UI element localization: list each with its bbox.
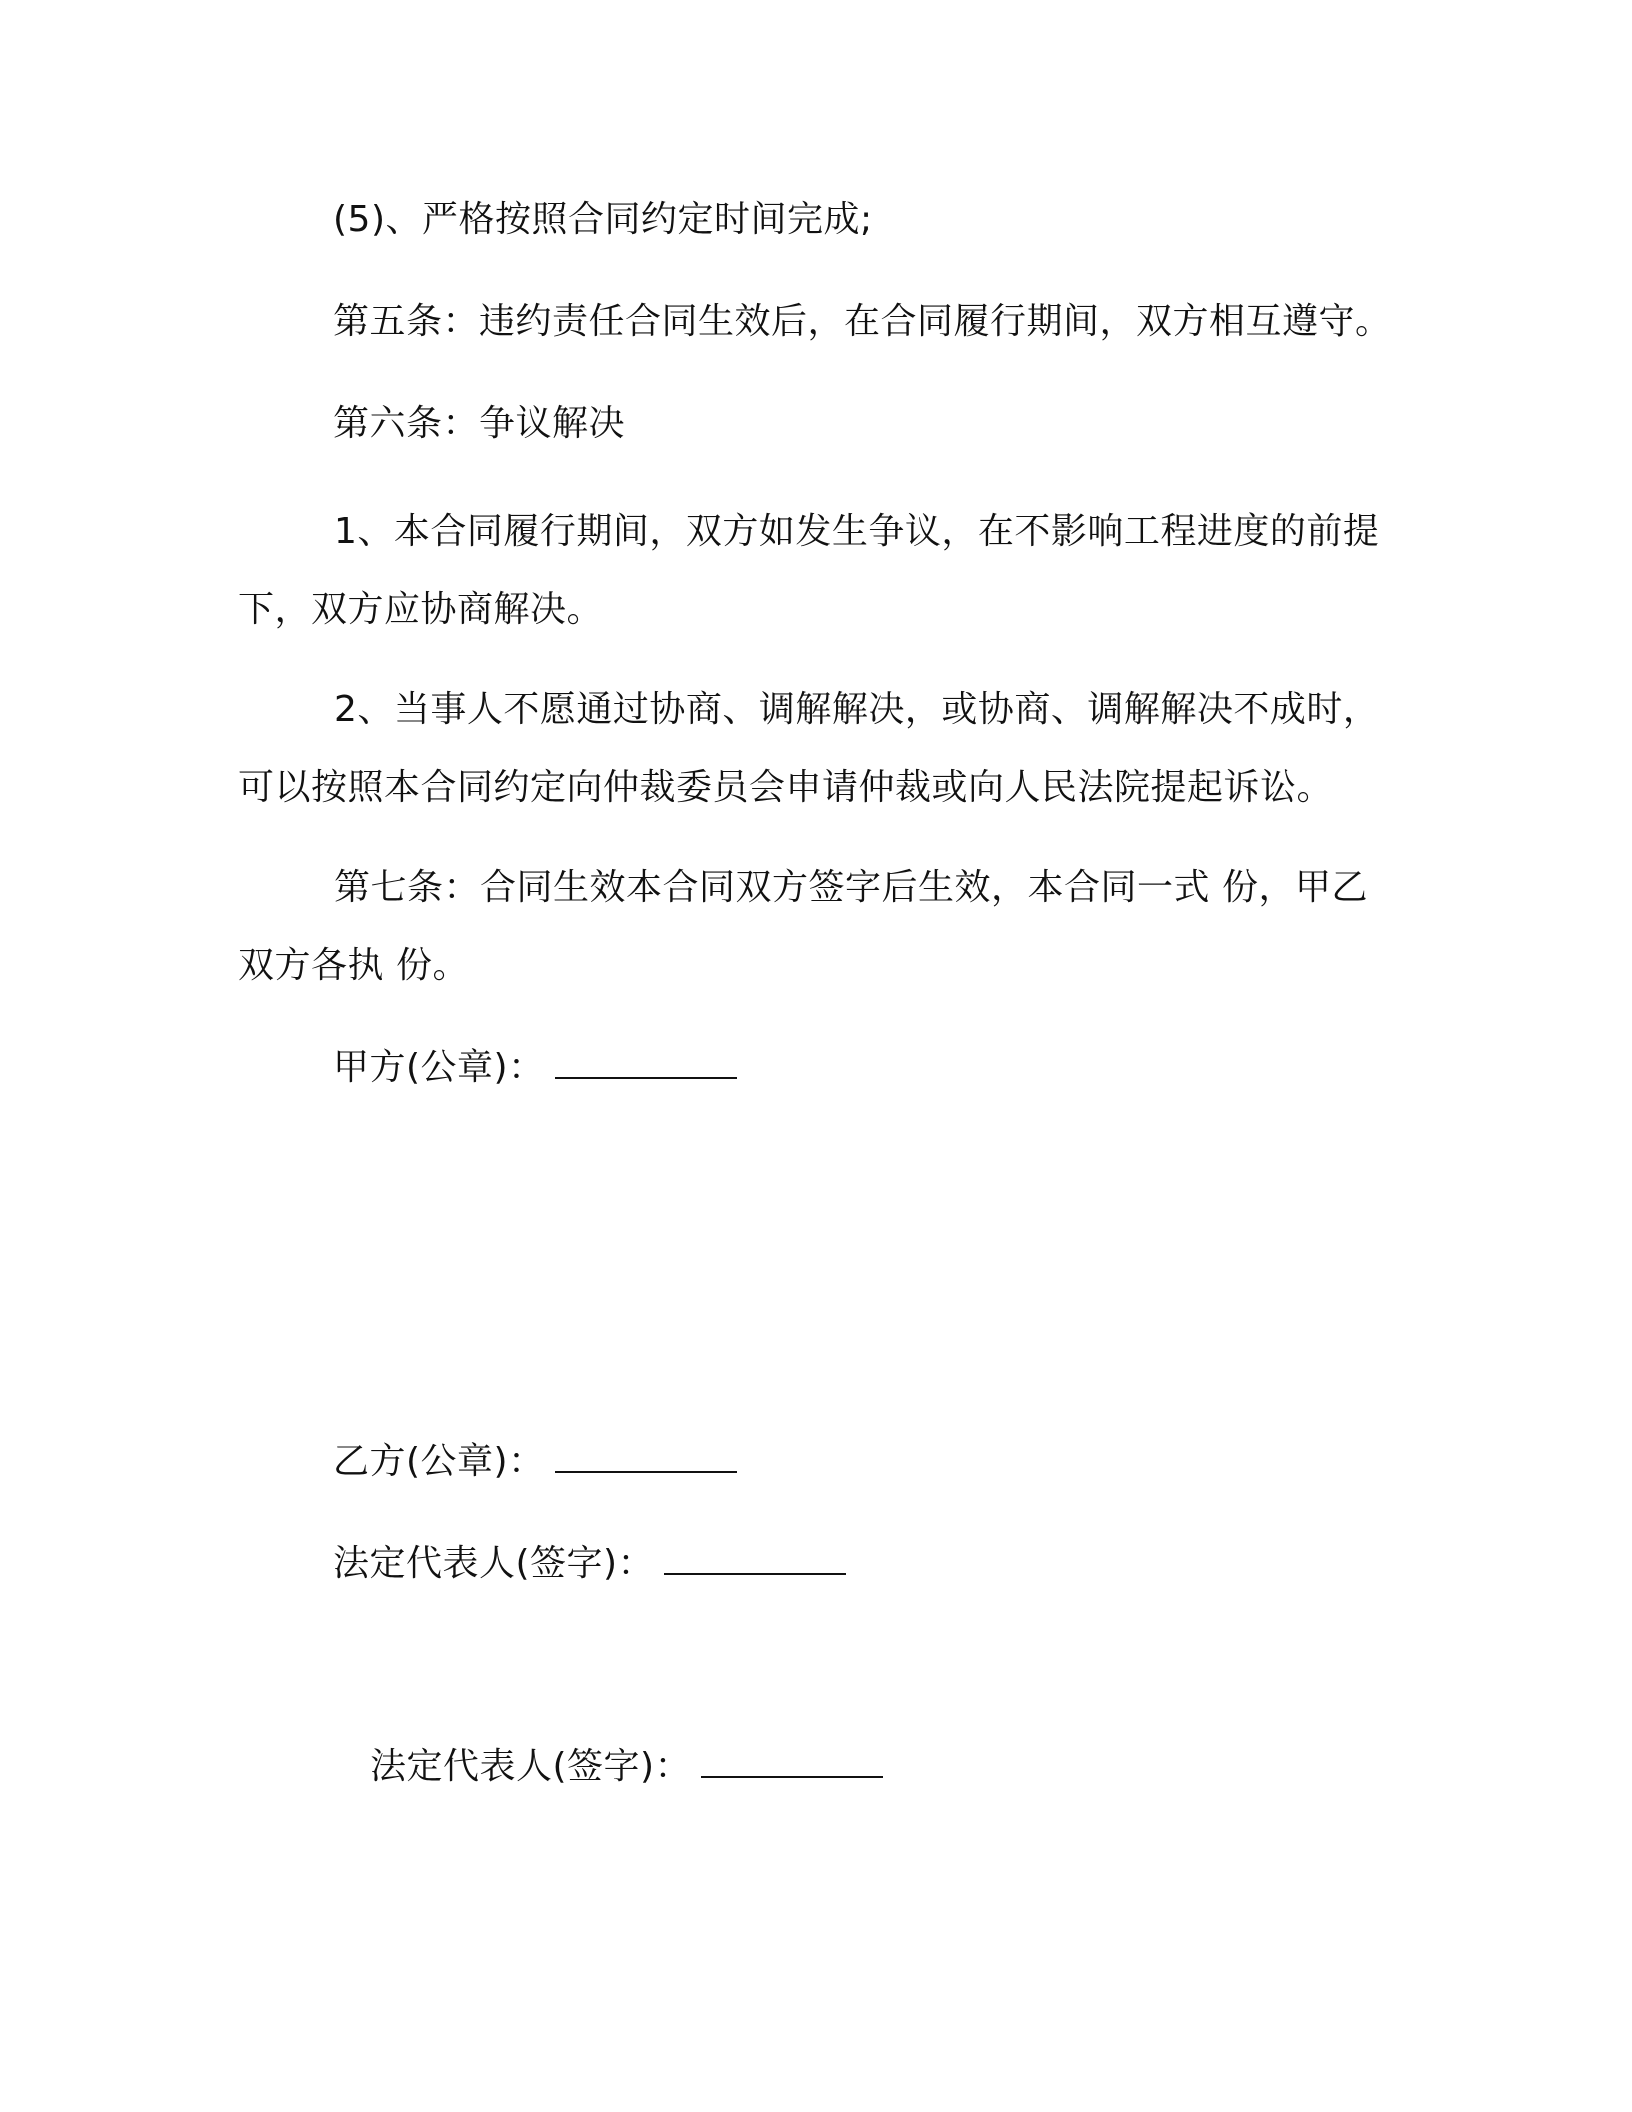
- party-b-seal-label: 乙方(公章)：: [333, 1441, 545, 1482]
- clause-item-5: (5)、严格按照合同约定时间完成;: [333, 199, 873, 240]
- article-5: 第五条：违约责任合同生效后，在合同履行期间，双方相互遵守。: [333, 301, 1392, 342]
- legal-rep-label-2: 法定代表人(签字)：: [370, 1746, 692, 1787]
- party-b-seal-blank: [555, 1441, 737, 1473]
- party-a-seal-blank: [555, 1047, 737, 1079]
- article-7: 第七条：合同生效本合同双方签字后生效，本合同一式 份，甲乙双方各执 份。: [238, 867, 1368, 986]
- legal-rep-line-2: [370, 1743, 883, 1791]
- legal-rep-blank-1: [664, 1543, 846, 1575]
- legal-rep-label-1: 法定代表人(签字)：: [333, 1543, 655, 1584]
- legal-rep-blank-2: [701, 1746, 883, 1778]
- article-6-item-1: 1、本合同履行期间，双方如发生争议，在不影响工程进度的前提下，双方应协商解决。: [238, 511, 1380, 630]
- legal-rep-line-1: [333, 1540, 846, 1588]
- party-a-seal-line: [333, 1044, 737, 1092]
- party-a-seal-label: 甲方(公章)：: [333, 1047, 545, 1088]
- party-b-seal-line: [333, 1438, 737, 1486]
- article-6-item-2: 2、当事人不愿通过协商、调解解决，或协商、调解解决不成时，可以按照本合同约定向仲裁委员会申请仲裁或向人民法院提起诉讼。: [238, 689, 1380, 808]
- article-6-title: 第六条：争议解决: [333, 403, 626, 444]
